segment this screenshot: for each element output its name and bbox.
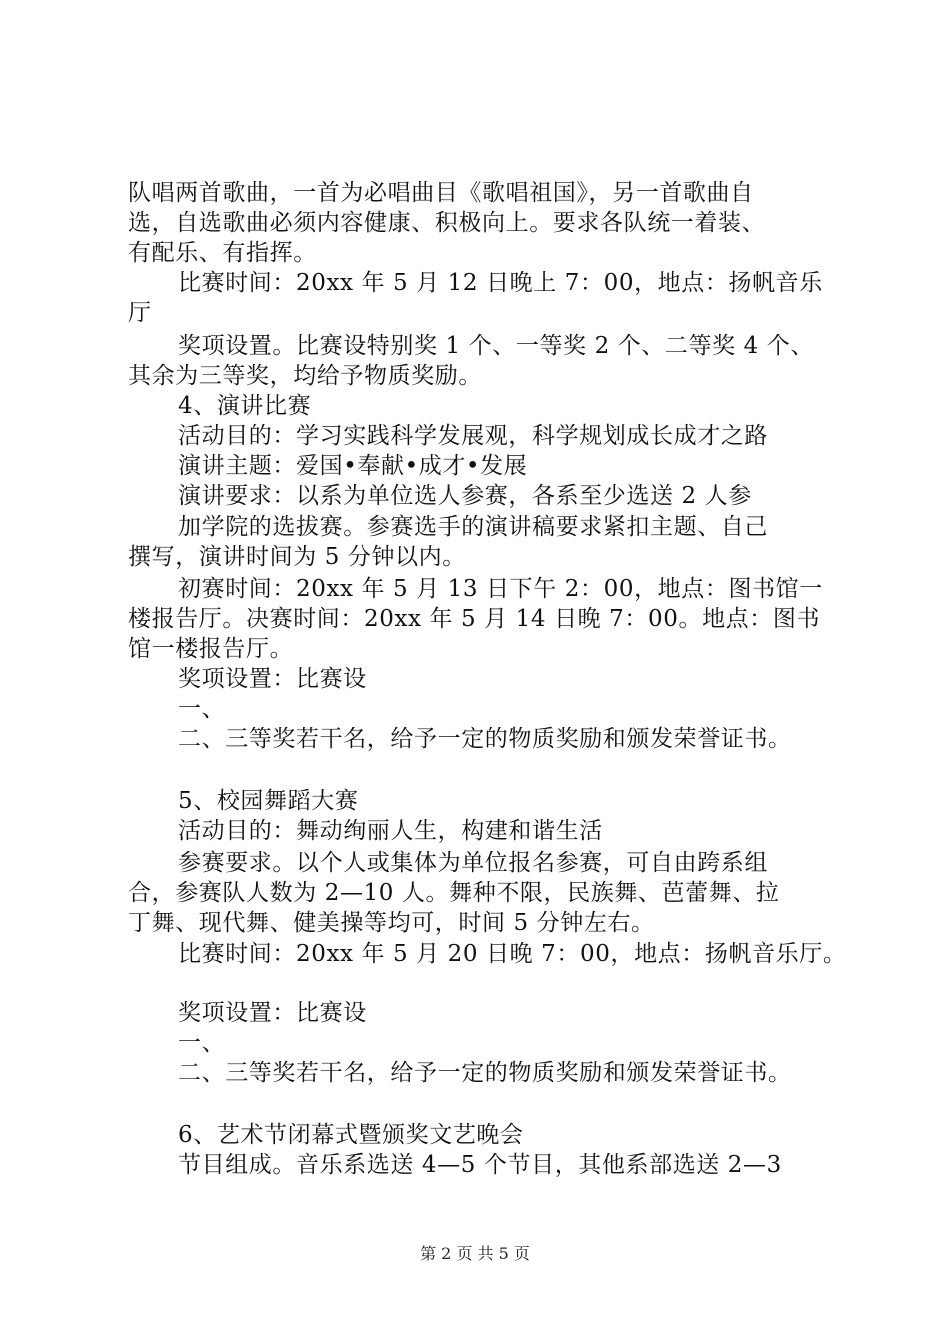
body-line: 一、 <box>178 696 226 722</box>
body-line: 馆一楼报告厅。 <box>128 636 294 662</box>
section-heading: 4、演讲比赛 <box>178 393 312 419</box>
body-line: 楼报告厅。决赛时间：20xx 年 5 月 14 日晚 7：00。地点：图书 <box>128 606 821 632</box>
body-line: 演讲要求：以系为单位选人参赛，各系至少选送 2 人参 <box>178 483 752 509</box>
body-line: 二、三等奖若干名，给予一定的物质奖励和颁发荣誉证书。 <box>178 1060 792 1086</box>
body-line: 其余为三等奖，均给予物质奖励。 <box>128 363 482 389</box>
body-line: 演讲主题：爱国•奉献•成才•发展 <box>178 453 528 479</box>
body-line: 合，参赛队人数为 2—10 人。舞种不限，民族舞、芭蕾舞、拉 <box>128 880 780 906</box>
body-line: 比赛时间：20xx 年 5 月 12 日晚上 7：00，地点：扬帆音乐 <box>178 270 823 296</box>
body-line: 撰写，演讲时间为 5 分钟以内。 <box>128 544 466 570</box>
page-footer: 第 2 页 共 5 页 <box>420 1244 530 1263</box>
body-line: 奖项设置：比赛设 <box>178 666 367 692</box>
body-line: 一、 <box>178 1030 226 1056</box>
body-line: 节目组成。音乐系选送 4—5 个节目，其他系部选送 2—3 <box>178 1152 782 1178</box>
body-line: 比赛时间：20xx 年 5 月 20 日晚 7：00，地点：扬帆音乐厅。 <box>178 941 847 967</box>
body-line: 选，自选歌曲必须内容健康、积极向上。要求各队统一着装、 <box>128 210 766 236</box>
body-line: 队唱两首歌曲，一首为必唱曲目《歌唱祖国》，另一首歌曲自 <box>128 180 754 206</box>
body-line: 活动目的：舞动绚丽人生，构建和谐生活 <box>178 818 603 844</box>
body-line: 丁舞、现代舞、健美操等均可，时间 5 分钟左右。 <box>128 910 655 936</box>
body-line: 有配乐、有指挥。 <box>128 240 317 266</box>
section-heading: 5、校园舞蹈大赛 <box>178 788 359 814</box>
body-line: 初赛时间：20xx 年 5 月 13 日下午 2：00，地点：图书馆一 <box>178 576 823 602</box>
body-line: 厅 <box>128 300 152 326</box>
body-line: 奖项设置。比赛设特别奖 1 个、一等奖 2 个、二等奖 4 个、 <box>178 333 814 359</box>
body-line: 加学院的选拔赛。参赛选手的演讲稿要求紧扣主题、自己 <box>178 514 768 540</box>
section-heading: 6、艺术节闭幕式暨颁奖文艺晚会 <box>178 1122 524 1148</box>
body-line: 参赛要求。以个人或集体为单位报名参赛，可自由跨系组 <box>178 850 768 876</box>
body-line: 活动目的：学习实践科学发展观，科学规划成长成才之路 <box>178 423 768 449</box>
body-line: 二、三等奖若干名，给予一定的物质奖励和颁发荣誉证书。 <box>178 726 792 752</box>
body-line: 奖项设置：比赛设 <box>178 1000 367 1026</box>
